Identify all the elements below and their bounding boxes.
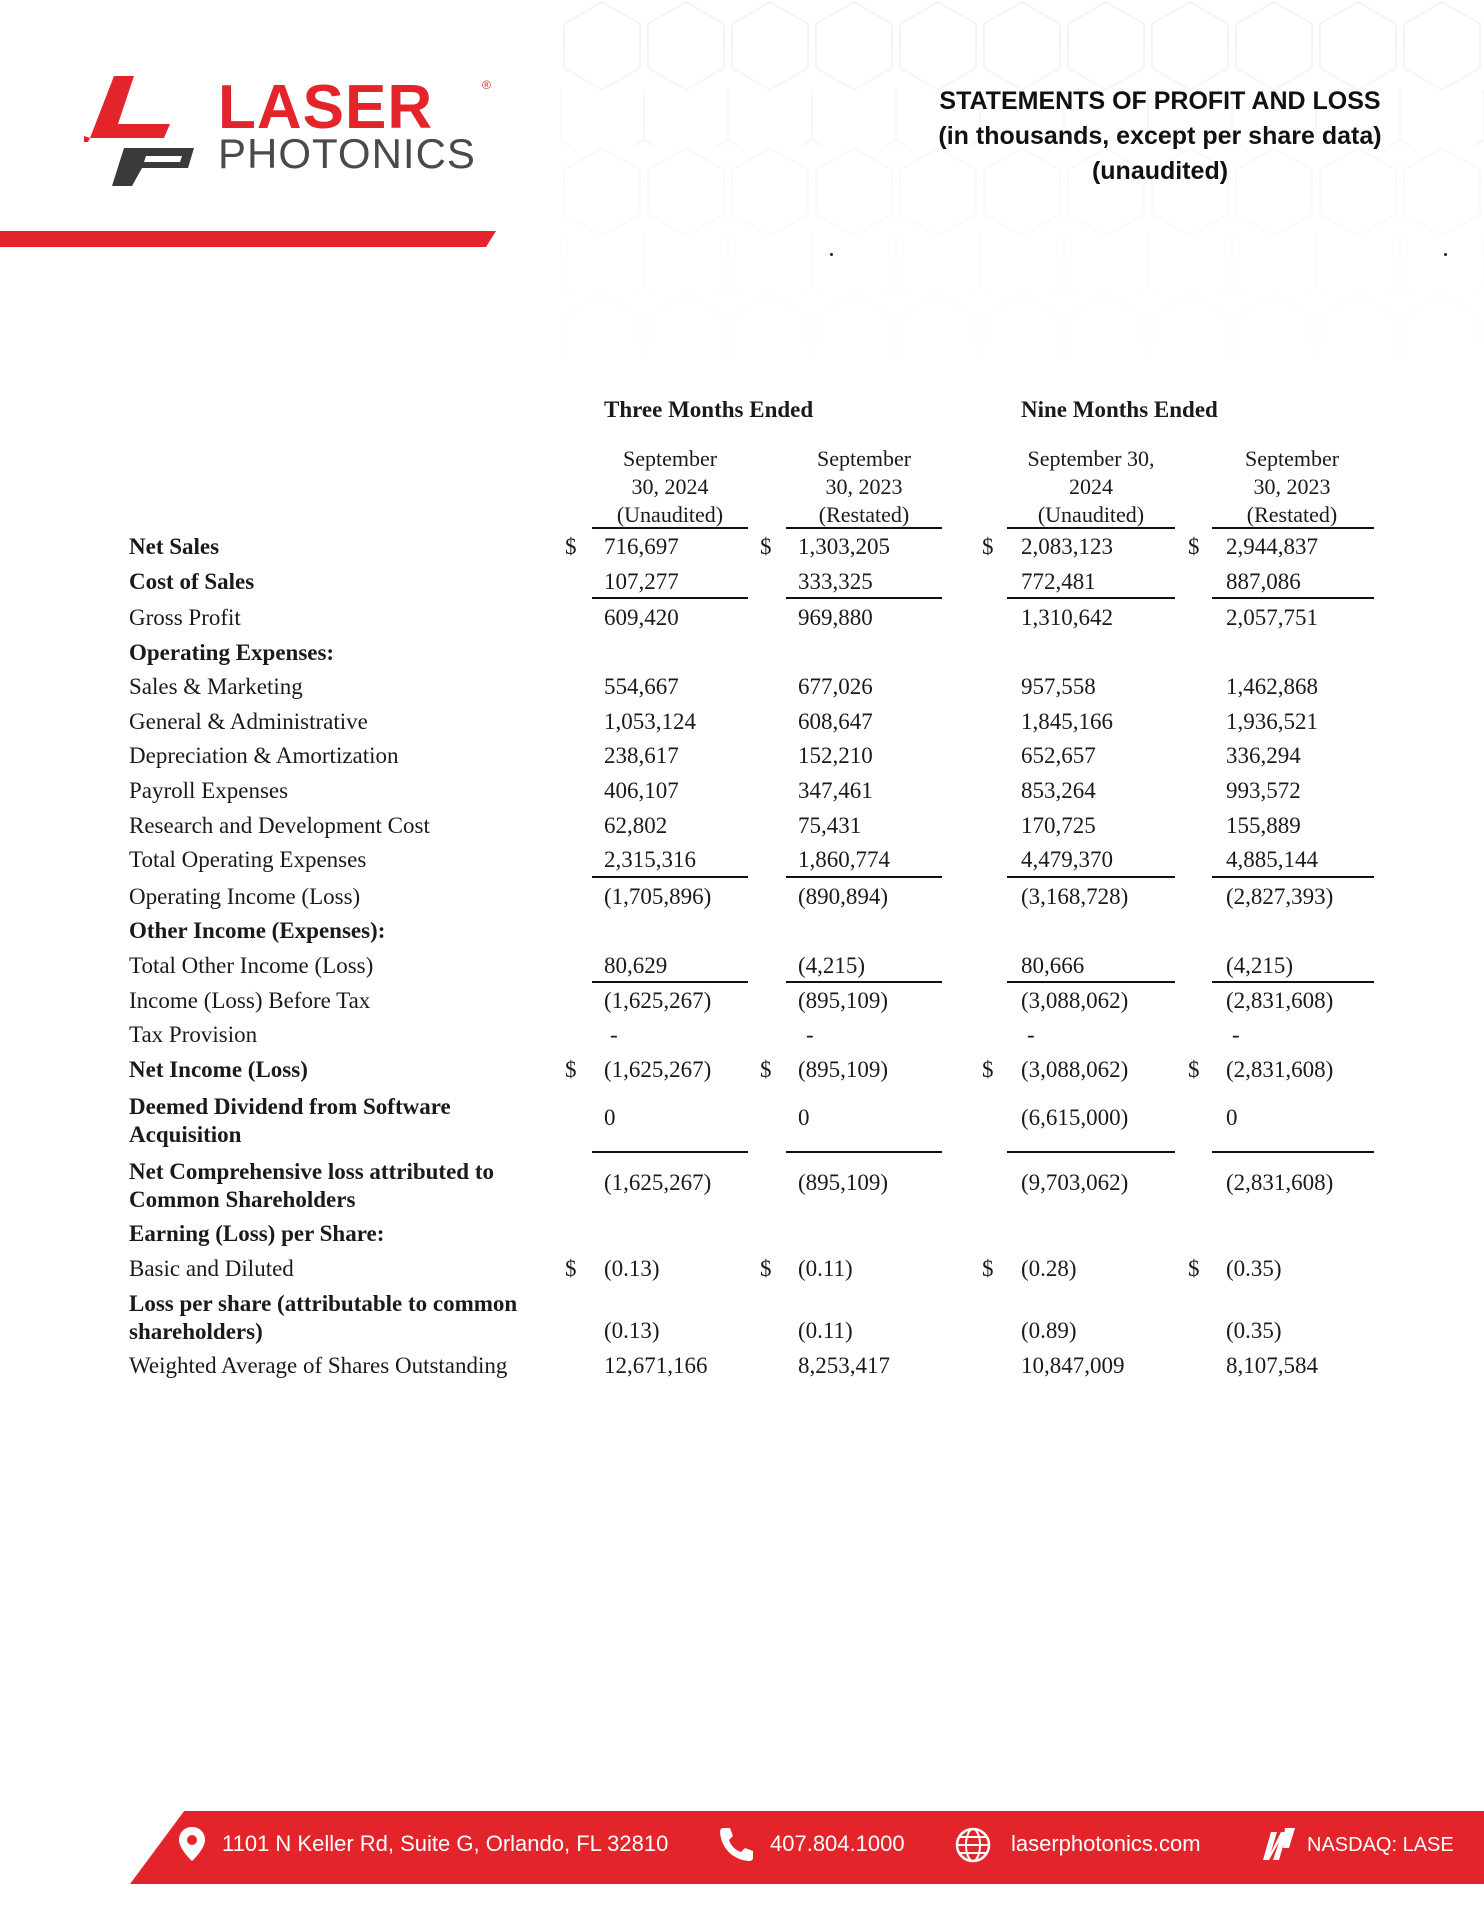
value-cell: 4,885,144	[1226, 847, 1318, 872]
value-cell: (1,625,267)	[604, 1170, 712, 1195]
row-label: Depreciation & Amortization	[129, 743, 399, 768]
value-cell: 10,847,009	[1021, 1353, 1125, 1378]
value-cell: (3,088,062)	[1021, 1057, 1129, 1082]
column-header-line: (Restated)	[818, 502, 910, 527]
value-cell: (0.13)	[604, 1318, 660, 1343]
value-cell: 1,053,124	[604, 709, 696, 734]
value-cell: 0	[604, 1105, 616, 1130]
column-header-line: September	[1244, 446, 1340, 471]
table-row-total-opex	[0, 847, 1484, 877]
value-cell: (0.35)	[1226, 1318, 1282, 1343]
table-row-net-income	[0, 1057, 1484, 1087]
table-row-basic-diluted	[0, 1256, 1484, 1286]
value-cell: 2,057,751	[1226, 605, 1318, 630]
value-cell: (2,831,608)	[1226, 1057, 1334, 1082]
table-row-gross-profit	[0, 605, 1484, 635]
value-cell: 1,936,521	[1226, 709, 1318, 734]
dollar-sign: $	[982, 1057, 994, 1082]
value-cell: (2,831,608)	[1226, 988, 1334, 1013]
value-cell: 333,325	[798, 569, 873, 594]
value-cell: 2,315,316	[604, 847, 696, 872]
value-cell: 1,845,166	[1021, 709, 1113, 734]
value-cell: 608,647	[798, 709, 873, 734]
table-row-net-sales	[0, 534, 1484, 564]
value-cell: (2,831,608)	[1226, 1170, 1334, 1195]
value-cell: (4,215)	[1226, 953, 1294, 978]
value-cell: 1,462,868	[1226, 674, 1318, 699]
value-cell: 887,086	[1226, 569, 1301, 594]
row-label: Sales & Marketing	[129, 674, 303, 699]
title-line: (in thousands, except per share data)	[938, 122, 1382, 150]
column-header-line: (Unaudited)	[1037, 502, 1145, 527]
row-label: Operating Income (Loss)	[129, 884, 361, 909]
value-cell: (9,703,062)	[1021, 1170, 1129, 1195]
value-cell: 12,671,166	[604, 1353, 708, 1378]
value-cell: 238,617	[604, 743, 679, 768]
row-label: Income (Loss) Before Tax	[129, 988, 371, 1013]
column-header-line: 30, 2023	[1253, 474, 1331, 499]
row-label-line: Common Shareholders	[129, 1187, 356, 1212]
header-underline	[1007, 527, 1175, 529]
value-cell: 2,944,837	[1226, 534, 1318, 559]
dollar-sign: $	[565, 1057, 577, 1082]
subtotal-rule	[1007, 1151, 1175, 1153]
table-row-deemed-dividend	[0, 1105, 1484, 1135]
dollar-sign: $	[982, 1256, 994, 1281]
row-label: Basic and Diluted	[129, 1256, 294, 1281]
row-label-line: shareholders)	[129, 1319, 263, 1344]
header-underline	[592, 527, 748, 529]
row-label: Earning (Loss) per Share:	[129, 1221, 385, 1246]
value-cell: 853,264	[1021, 778, 1096, 803]
subtotal-rule	[592, 1151, 748, 1153]
value-cell: (6,615,000)	[1021, 1105, 1129, 1130]
row-label: Total Operating Expenses	[129, 847, 367, 872]
subtotal-rule	[786, 1151, 942, 1153]
table-row-research-development	[0, 813, 1484, 843]
value-cell: 652,657	[1021, 743, 1096, 768]
table-row-payroll	[0, 778, 1484, 808]
column-header-line: September	[816, 446, 912, 471]
row-label: General & Administrative	[129, 709, 368, 734]
column-header-line: (Restated)	[1246, 502, 1338, 527]
value-cell: -	[1027, 1022, 1035, 1047]
value-cell: 1,303,205	[798, 534, 890, 559]
table-row-income-before-tax	[0, 988, 1484, 1018]
value-cell: 2,083,123	[1021, 534, 1113, 559]
row-label: Other Income (Expenses):	[129, 918, 386, 943]
column-header-line: 30, 2023	[825, 474, 903, 499]
nine-months-header: Nine Months Ended	[1021, 397, 1218, 422]
value-cell: 8,253,417	[798, 1353, 890, 1378]
row-label-line: Deemed Dividend from Software	[129, 1094, 451, 1119]
dollar-sign: $	[760, 1256, 772, 1281]
row-label: Research and Development Cost	[129, 813, 430, 838]
subtotal-rule	[1212, 1151, 1374, 1153]
value-cell: -	[806, 1022, 814, 1047]
value-cell: 155,889	[1226, 813, 1301, 838]
table-row-loss-per-share	[0, 1318, 1484, 1348]
table-row-sales-marketing	[0, 674, 1484, 704]
table-row-operating-income	[0, 884, 1484, 914]
dollar-sign: $	[565, 534, 577, 559]
header-underline	[786, 527, 942, 529]
row-label: Operating Expenses:	[129, 640, 335, 665]
value-cell: 554,667	[604, 674, 679, 699]
value-cell: 347,461	[798, 778, 873, 803]
column-header	[786, 445, 942, 529]
value-cell: (0.35)	[1226, 1256, 1282, 1281]
section-header-other-income	[0, 918, 1484, 948]
row-label: Cost of Sales	[129, 569, 255, 594]
value-cell: (3,088,062)	[1021, 988, 1129, 1013]
value-cell: (0.89)	[1021, 1318, 1077, 1343]
value-cell: 75,431	[798, 813, 862, 838]
value-cell: 80,666	[1021, 953, 1085, 978]
dollar-sign: $	[982, 534, 994, 559]
column-header	[1214, 445, 1370, 529]
dollar-sign: $	[760, 1057, 772, 1082]
value-cell: (1,625,267)	[604, 1057, 712, 1082]
value-cell: 336,294	[1226, 743, 1301, 768]
row-label: Net Sales	[129, 534, 220, 559]
footer-phone: 407.804.1000	[770, 1831, 905, 1856]
registered-mark: ®	[482, 78, 491, 92]
value-cell: 107,277	[604, 569, 679, 594]
dollar-sign: $	[1188, 1256, 1200, 1281]
value-cell: 1,310,642	[1021, 605, 1113, 630]
value-cell: 677,026	[798, 674, 873, 699]
row-label: Tax Provision	[129, 1022, 258, 1047]
value-cell: (0.13)	[604, 1256, 660, 1281]
value-cell: 0	[1226, 1105, 1238, 1130]
header-underline	[1212, 527, 1374, 529]
value-cell: 716,697	[604, 534, 679, 559]
value-cell: (0.28)	[1021, 1256, 1077, 1281]
value-cell: (0.11)	[798, 1318, 853, 1343]
column-header	[1013, 445, 1169, 529]
value-cell: (1,625,267)	[604, 988, 712, 1013]
column-header	[592, 445, 748, 529]
table-row-general-admin	[0, 709, 1484, 739]
value-cell: 62,802	[604, 813, 668, 838]
row-label: Total Other Income (Loss)	[129, 953, 374, 978]
value-cell: 1,860,774	[798, 847, 890, 872]
value-cell: 993,572	[1226, 778, 1301, 803]
statement-title	[900, 84, 1420, 189]
column-header-line: 30, 2024	[631, 474, 709, 499]
column-header-line: (Unaudited)	[616, 502, 724, 527]
column-header-line: September 30,	[1027, 446, 1155, 471]
column-header-line: September	[622, 446, 718, 471]
value-cell: 0	[798, 1105, 810, 1130]
footer-address: 1101 N Keller Rd, Suite G, Orlando, FL 32810	[222, 1831, 669, 1856]
value-cell: (2,827,393)	[1226, 884, 1334, 909]
logo-laser-text: LASER	[218, 73, 434, 142]
section-header-opex	[0, 640, 1484, 670]
stray-dot	[830, 253, 833, 256]
section-header-eps	[0, 1221, 1484, 1251]
table-row-depreciation	[0, 743, 1484, 773]
globe-icon	[954, 1826, 992, 1864]
value-cell: 152,210	[798, 743, 873, 768]
dollar-sign: $	[1188, 534, 1200, 559]
footer-ticker: NASDAQ: LASE	[1307, 1834, 1454, 1856]
row-label-line: Net Comprehensive loss attributed to	[129, 1159, 494, 1184]
value-cell: 406,107	[604, 778, 679, 803]
dollar-sign: $	[760, 534, 772, 559]
three-months-header: Three Months Ended	[604, 397, 814, 422]
value-cell: 957,558	[1021, 674, 1096, 699]
value-cell: (895,109)	[798, 988, 889, 1013]
title-line: STATEMENTS OF PROFIT AND LOSS	[939, 87, 1381, 115]
table-row-net-comprehensive	[0, 1170, 1484, 1200]
nasdaq-logo-icon	[1259, 1826, 1299, 1862]
table-row-cost-of-sales	[0, 569, 1484, 599]
value-cell: (1,705,896)	[604, 884, 712, 909]
value-cell: 170,725	[1021, 813, 1096, 838]
row-label: Payroll Expenses	[129, 778, 289, 803]
column-header-line: 2024	[1069, 474, 1113, 499]
row-label: Net Income (Loss)	[129, 1057, 308, 1082]
value-cell: (0.11)	[798, 1256, 853, 1281]
row-label-line: Loss per share (attributable to common	[129, 1291, 518, 1316]
value-cell: -	[610, 1022, 618, 1047]
value-cell: 772,481	[1021, 569, 1096, 594]
value-cell: 80,629	[604, 953, 668, 978]
row-label: Weighted Average of Shares Outstanding	[129, 1353, 508, 1378]
row-label: Gross Profit	[129, 605, 241, 630]
value-cell: -	[1232, 1022, 1240, 1047]
row-label-line: Acquisition	[129, 1122, 242, 1147]
stray-dot	[1444, 253, 1447, 256]
value-cell: (890,894)	[798, 884, 889, 909]
table-row-total-other-income	[0, 953, 1484, 983]
value-cell: 969,880	[798, 605, 873, 630]
location-pin-icon	[177, 1826, 207, 1862]
value-cell: (895,109)	[798, 1057, 889, 1082]
dollar-sign: $	[565, 1256, 577, 1281]
header-red-bar	[0, 231, 496, 247]
table-row-tax-provision	[0, 1022, 1484, 1052]
title-line: (unaudited)	[1091, 157, 1229, 185]
footer-website[interactable]: laserphotonics.com	[1011, 1831, 1201, 1856]
phone-icon	[717, 1826, 755, 1862]
table-row-weighted-average	[0, 1353, 1484, 1383]
value-cell: (3,168,728)	[1021, 884, 1129, 909]
dollar-sign: $	[1188, 1057, 1200, 1082]
value-cell: 8,107,584	[1226, 1353, 1318, 1378]
lp-mark-icon	[84, 76, 204, 191]
value-cell: 4,479,370	[1021, 847, 1113, 872]
logo-photonics-text: PHOTONICS	[218, 130, 476, 177]
value-cell: (4,215)	[798, 953, 866, 978]
company-logo	[84, 72, 504, 192]
value-cell: (895,109)	[798, 1170, 889, 1195]
value-cell: 609,420	[604, 605, 679, 630]
